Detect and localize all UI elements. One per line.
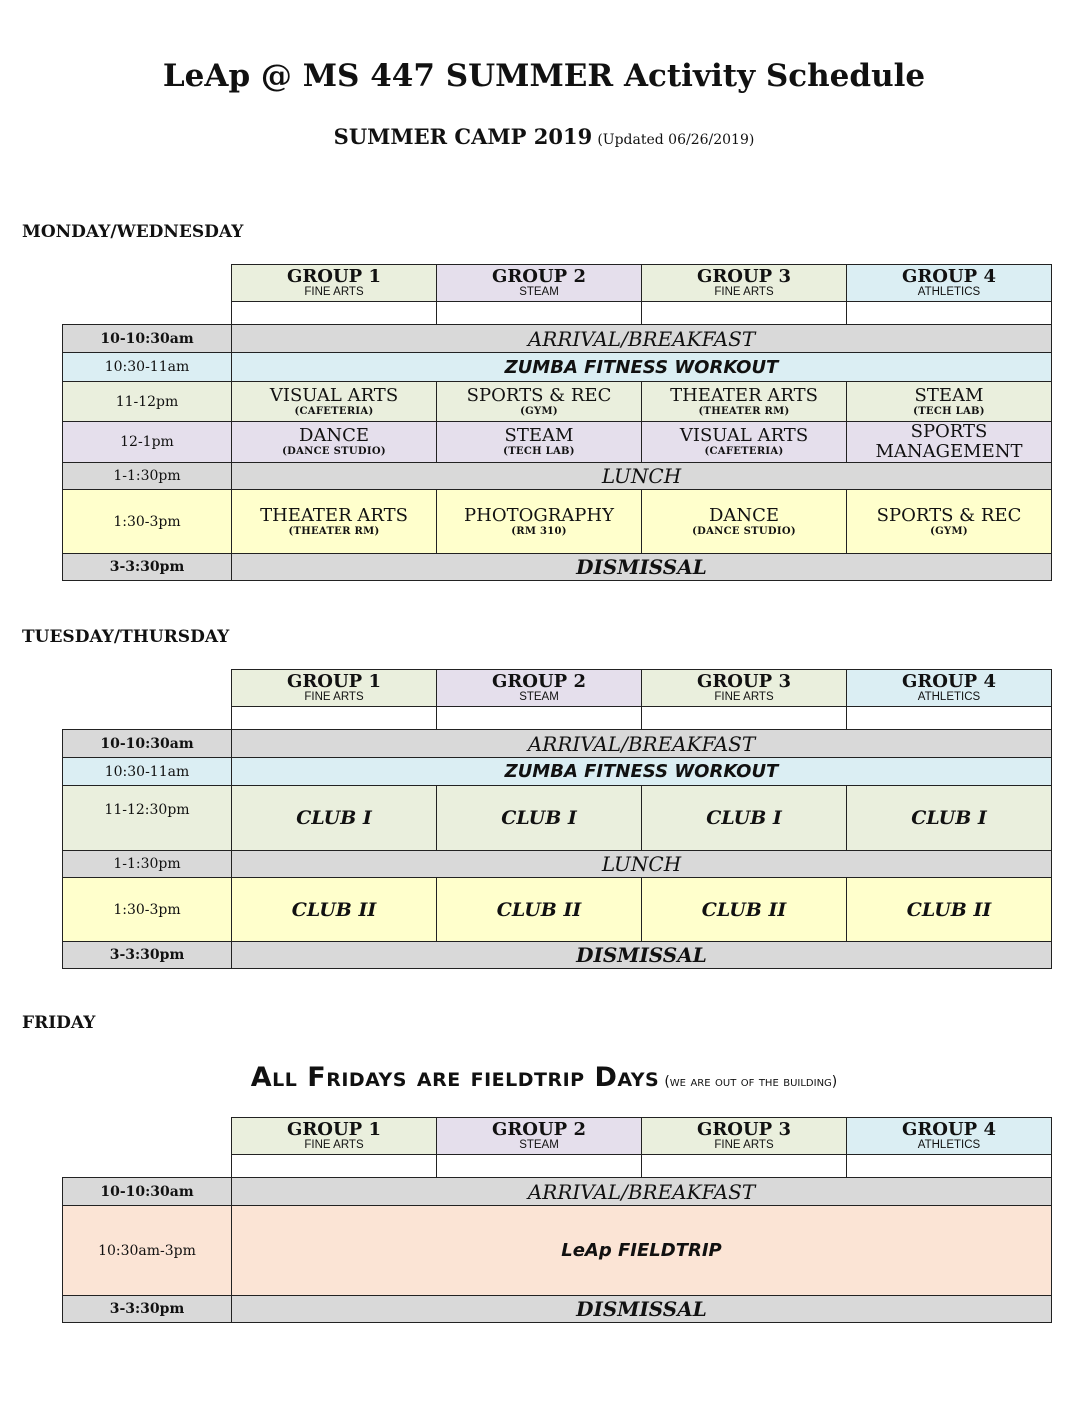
- club-cell: CLUB I: [437, 786, 642, 851]
- group-header: GROUP 4 ATHLETICS: [847, 1118, 1052, 1155]
- group-header: GROUP 2 STEAM: [437, 670, 642, 707]
- schedule-table-tue-thu: [62, 669, 1052, 969]
- time-cell: 10:30am-3pm: [63, 1206, 232, 1296]
- table-row: [63, 730, 1052, 758]
- time-cell: 11-12pm: [63, 382, 232, 422]
- empty-cell: [437, 707, 642, 730]
- activity-cell: DANCE (DANCE STUDIO): [232, 422, 437, 463]
- dismissal-cell: DISMISSAL: [232, 1296, 1052, 1323]
- time-cell: 3-3:30pm: [63, 942, 232, 969]
- table-row: [63, 786, 1052, 851]
- activity-cell: THEATER ARTS (THEATER RM): [232, 490, 437, 554]
- group-header: GROUP 4 ATHLETICS: [847, 265, 1052, 302]
- empty-cell: [232, 1155, 437, 1178]
- fieldtrip-cell: LeAp FIELDTRIP: [232, 1206, 1052, 1296]
- club-cell: CLUB II: [232, 878, 437, 942]
- schedule-table-mon-wed: [62, 264, 1052, 581]
- empty-cell: [232, 302, 437, 325]
- time-cell: 10-10:30am: [63, 730, 232, 758]
- page-subtitle: [0, 124, 1088, 149]
- section-label-tue-thu: TUESDAY/THURSDAY: [22, 627, 230, 647]
- table-row: [63, 1296, 1052, 1323]
- section-label-friday: FRIDAY: [22, 1013, 96, 1033]
- zumba-cell: ZUMBA FITNESS WORKOUT: [232, 758, 1052, 786]
- table-row: [63, 851, 1052, 878]
- time-cell: 10-10:30am: [63, 1178, 232, 1206]
- activity-cell: DANCE (DANCE STUDIO): [642, 490, 847, 554]
- arrival-cell: ARRIVAL/BREAKFAST: [232, 1178, 1052, 1206]
- lunch-cell: LUNCH: [232, 851, 1052, 878]
- empty-cell: [437, 302, 642, 325]
- time-cell: 10:30-11am: [63, 353, 232, 382]
- empty-cell: [437, 1155, 642, 1178]
- friday-banner-note: (we are out of the building): [664, 1074, 838, 1090]
- activity-cell: PHOTOGRAPHY (RM 310): [437, 490, 642, 554]
- group-header: GROUP 3 FINE ARTS: [642, 670, 847, 707]
- group-header: GROUP 2 STEAM: [437, 265, 642, 302]
- group-header: GROUP 4 ATHLETICS: [847, 670, 1052, 707]
- page-title: LeAp @ MS 447 SUMMER Activity Schedule: [162, 58, 926, 94]
- club-cell: CLUB I: [232, 786, 437, 851]
- time-cell: 12-1pm: [63, 422, 232, 463]
- dismissal-cell: DISMISSAL: [232, 942, 1052, 969]
- arrival-cell: ARRIVAL/BREAKFAST: [232, 730, 1052, 758]
- table-row: [63, 942, 1052, 969]
- time-cell: 1:30-3pm: [63, 490, 232, 554]
- table-row: [63, 353, 1052, 382]
- time-cell: 1:30-3pm: [63, 878, 232, 942]
- friday-banner-text: All Fridays are fieldtrip Days: [250, 1062, 660, 1093]
- friday-banner: [0, 1062, 1088, 1093]
- time-cell: 10:30-11am: [63, 758, 232, 786]
- activity-cell: THEATER ARTS (THEATER RM): [642, 382, 847, 422]
- table-row: [63, 382, 1052, 422]
- table-row: [63, 490, 1052, 554]
- time-cell: 1-1:30pm: [63, 851, 232, 878]
- time-cell: 10-10:30am: [63, 325, 232, 353]
- subtitle-note: (Updated 06/26/2019): [597, 132, 755, 148]
- lunch-cell: LUNCH: [232, 463, 1052, 490]
- group-header: GROUP 1 FINE ARTS: [232, 670, 437, 707]
- group-header: GROUP 3 FINE ARTS: [642, 265, 847, 302]
- table-row: [63, 878, 1052, 942]
- dismissal-cell: DISMISSAL: [232, 554, 1052, 581]
- group-header: GROUP 2 STEAM: [437, 1118, 642, 1155]
- activity-cell: STEAM (TECH LAB): [847, 382, 1052, 422]
- section-label-mon-wed: MONDAY/WEDNESDAY: [22, 222, 244, 242]
- empty-cell: [642, 1155, 847, 1178]
- table-row: [63, 758, 1052, 786]
- group-header: GROUP 1 FINE ARTS: [232, 1118, 437, 1155]
- table-row: [63, 1178, 1052, 1206]
- club-cell: CLUB II: [847, 878, 1052, 942]
- time-cell: 3-3:30pm: [63, 1296, 232, 1323]
- table-row: [63, 554, 1052, 581]
- activity-cell: SPORTS & REC (GYM): [437, 382, 642, 422]
- empty-cell: [847, 707, 1052, 730]
- empty-cell: [232, 707, 437, 730]
- empty-cell: [642, 707, 847, 730]
- activity-cell: VISUAL ARTS (CAFETERIA): [232, 382, 437, 422]
- schedule-table-friday: [62, 1117, 1052, 1323]
- group-header: GROUP 3 FINE ARTS: [642, 1118, 847, 1155]
- club-cell: CLUB I: [642, 786, 847, 851]
- table-row: [63, 422, 1052, 463]
- activity-cell: SPORTS MANAGEMENT: [847, 422, 1052, 463]
- time-cell: 3-3:30pm: [63, 554, 232, 581]
- empty-cell: [642, 302, 847, 325]
- club-cell: CLUB I: [847, 786, 1052, 851]
- table-row: [63, 1206, 1052, 1296]
- table-row: [63, 463, 1052, 490]
- time-cell: 1-1:30pm: [63, 463, 232, 490]
- table-row: [63, 325, 1052, 353]
- activity-cell: VISUAL ARTS (CAFETERIA): [642, 422, 847, 463]
- club-cell: CLUB II: [642, 878, 847, 942]
- arrival-cell: ARRIVAL/BREAKFAST: [232, 325, 1052, 353]
- activity-cell: STEAM (TECH LAB): [437, 422, 642, 463]
- activity-cell: SPORTS & REC (GYM): [847, 490, 1052, 554]
- empty-cell: [847, 302, 1052, 325]
- club-cell: CLUB II: [437, 878, 642, 942]
- time-cell: 11-12:30pm: [63, 786, 232, 851]
- zumba-cell: ZUMBA FITNESS WORKOUT: [232, 353, 1052, 382]
- subtitle-main: SUMMER CAMP 2019: [333, 124, 593, 149]
- group-header: GROUP 1 FINE ARTS: [232, 265, 437, 302]
- empty-cell: [847, 1155, 1052, 1178]
